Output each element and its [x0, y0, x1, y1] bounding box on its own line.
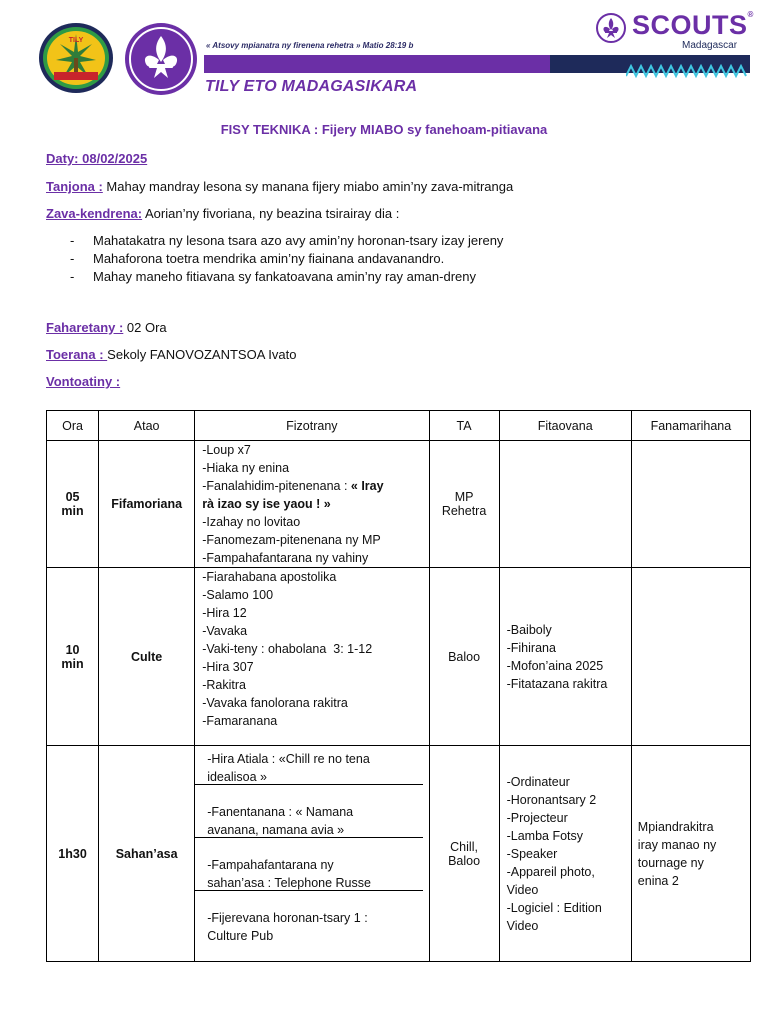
ta-cell: Chill, Baloo [429, 746, 499, 962]
tanjona-value: Mahay mandray lesona sy manana fijery miabo amin’ny zava-mitranga [102, 179, 514, 194]
fanamarihana-cell [631, 441, 750, 568]
fleur-de-lis-emblem-icon [124, 22, 198, 96]
column-header-fizotrany: Fizotrany [195, 411, 429, 441]
table-row [47, 441, 751, 568]
activity-block: -Fanentanana : « Namana avanana, namana avia » [195, 801, 422, 838]
column-header-fitaovana: Fitaovana [499, 411, 631, 441]
schedule-table [46, 410, 751, 962]
fizotrany-cell: -Loup x7 -Hiaka ny enina -Fanalahidim-pitenenana : « Iray rà izao sy ise yaou ! » -Izahay no lovitao -Fanomezam-pitenenana ny MP -Fampahafantarana ny vahiny [195, 441, 429, 568]
svg-text:TILY: TILY [68, 37, 84, 44]
organization-title: TILY ETO MADAGASIKARA [205, 78, 418, 95]
zava-kendrena-label: Zava-kendrena: [46, 206, 143, 221]
ta-cell: MP Rehetra [429, 441, 499, 568]
list-item: - Mahatakatra ny lesona tsara azo avy amin’ny horonan-tsary izay jereny [70, 232, 503, 250]
atao-cell: Sahan’asa [99, 746, 195, 962]
fanamarihana-cell [631, 568, 750, 746]
tanjona-line [46, 179, 513, 194]
document-title: FISY TEKNIKA : Fijery MIABO sy fanehoam-pitiavana [220, 122, 548, 137]
fanamarihana-cell: Mpiandrakitra iray manao ny tournage ny enina 2 [631, 746, 750, 962]
faharetany-value: 02 Ora [123, 320, 167, 335]
scouts-country: Madagascar [682, 40, 738, 51]
column-header-atao: Atao [99, 411, 195, 441]
column-header-ta: TA [429, 411, 499, 441]
fitaovana-cell: -Ordinateur -Horonantsary 2 -Projecteur -Lamba Fotsy -Speaker -Appareil photo, Video -Logiciel : Edition Video [499, 746, 631, 962]
fizotrany-cell: -Fiarahabana apostolika -Salamo 100 -Hira 12 -Vavaka -Vaki-teny : ohabolana 3: 1-12 -Hira 307 -Rakitra -Vavaka fanolorana rakitra -Famaranana [195, 568, 429, 746]
list-item: - Mahay maneho fitiavana sy fankatoavana amin’ny ray aman-dreny [70, 268, 503, 286]
scouts-wordmark: SCOUTS® [632, 10, 754, 40]
activity-block: -Fampahafantarana ny sahan’asa : Telephone Russe [195, 854, 422, 891]
atao-cell: Culte [99, 568, 195, 746]
vontoatiny-label: Vontoatiny : [46, 374, 121, 389]
zava-kendrena-value: Aorian’ny fivoriana, ny beazina tsirairay dia : [142, 206, 400, 221]
activity-block: -Fijerevana horonan-tsary 1 : Culture Pub [207, 911, 368, 943]
daty-line [46, 151, 147, 166]
header-bar-purple [204, 55, 550, 73]
fitaovana-cell [499, 441, 631, 568]
table-header-row [47, 411, 751, 441]
table-row [47, 746, 751, 962]
motto-text: « Atsovy mpianatra ny firenena rehetra » Matio 28:19 b [206, 41, 414, 50]
objectives-list [70, 232, 503, 286]
ora-cell: 1h30 [47, 746, 99, 962]
table-row [47, 568, 751, 746]
ora-cell: 10 min [47, 568, 99, 746]
atao-cell: Fifamoriana [99, 441, 195, 568]
ora-cell: 05 min [47, 441, 99, 568]
fizotrany-cell [195, 746, 429, 962]
list-item: - Mahaforona toetra mendrika amin’ny fiainana andavanandro. [70, 250, 503, 268]
fitaovana-cell: -Baiboly -Fihirana -Mofon’aina 2025 -Fitatazana rakitra [499, 568, 631, 746]
tily-emblem-icon [38, 22, 114, 94]
toerana-line [46, 347, 296, 362]
faharetany-label: Faharetany : [46, 320, 124, 335]
vontoatiny-line [46, 374, 120, 389]
page-header [0, 0, 768, 110]
toerana-value: Sekoly FANOVOZANTSOA Ivato [107, 347, 297, 362]
column-header-ora: Ora [47, 411, 99, 441]
activity-block: -Hira Atiala : «Chill re no tena idealisoa » [195, 748, 422, 785]
tanjona-label: Tanjona : [46, 179, 103, 194]
column-header-fanamarihana: Fanamarihana [631, 411, 750, 441]
faharetany-line [46, 320, 167, 335]
toerana-label: Toerana : [46, 347, 108, 362]
zava-kendrena-line [46, 206, 399, 221]
wave-decoration-icon [626, 64, 750, 78]
ta-cell: Baloo [429, 568, 499, 746]
daty-label: Daty: 08/02/2025 [46, 151, 148, 166]
scouts-logo-icon [596, 13, 626, 43]
